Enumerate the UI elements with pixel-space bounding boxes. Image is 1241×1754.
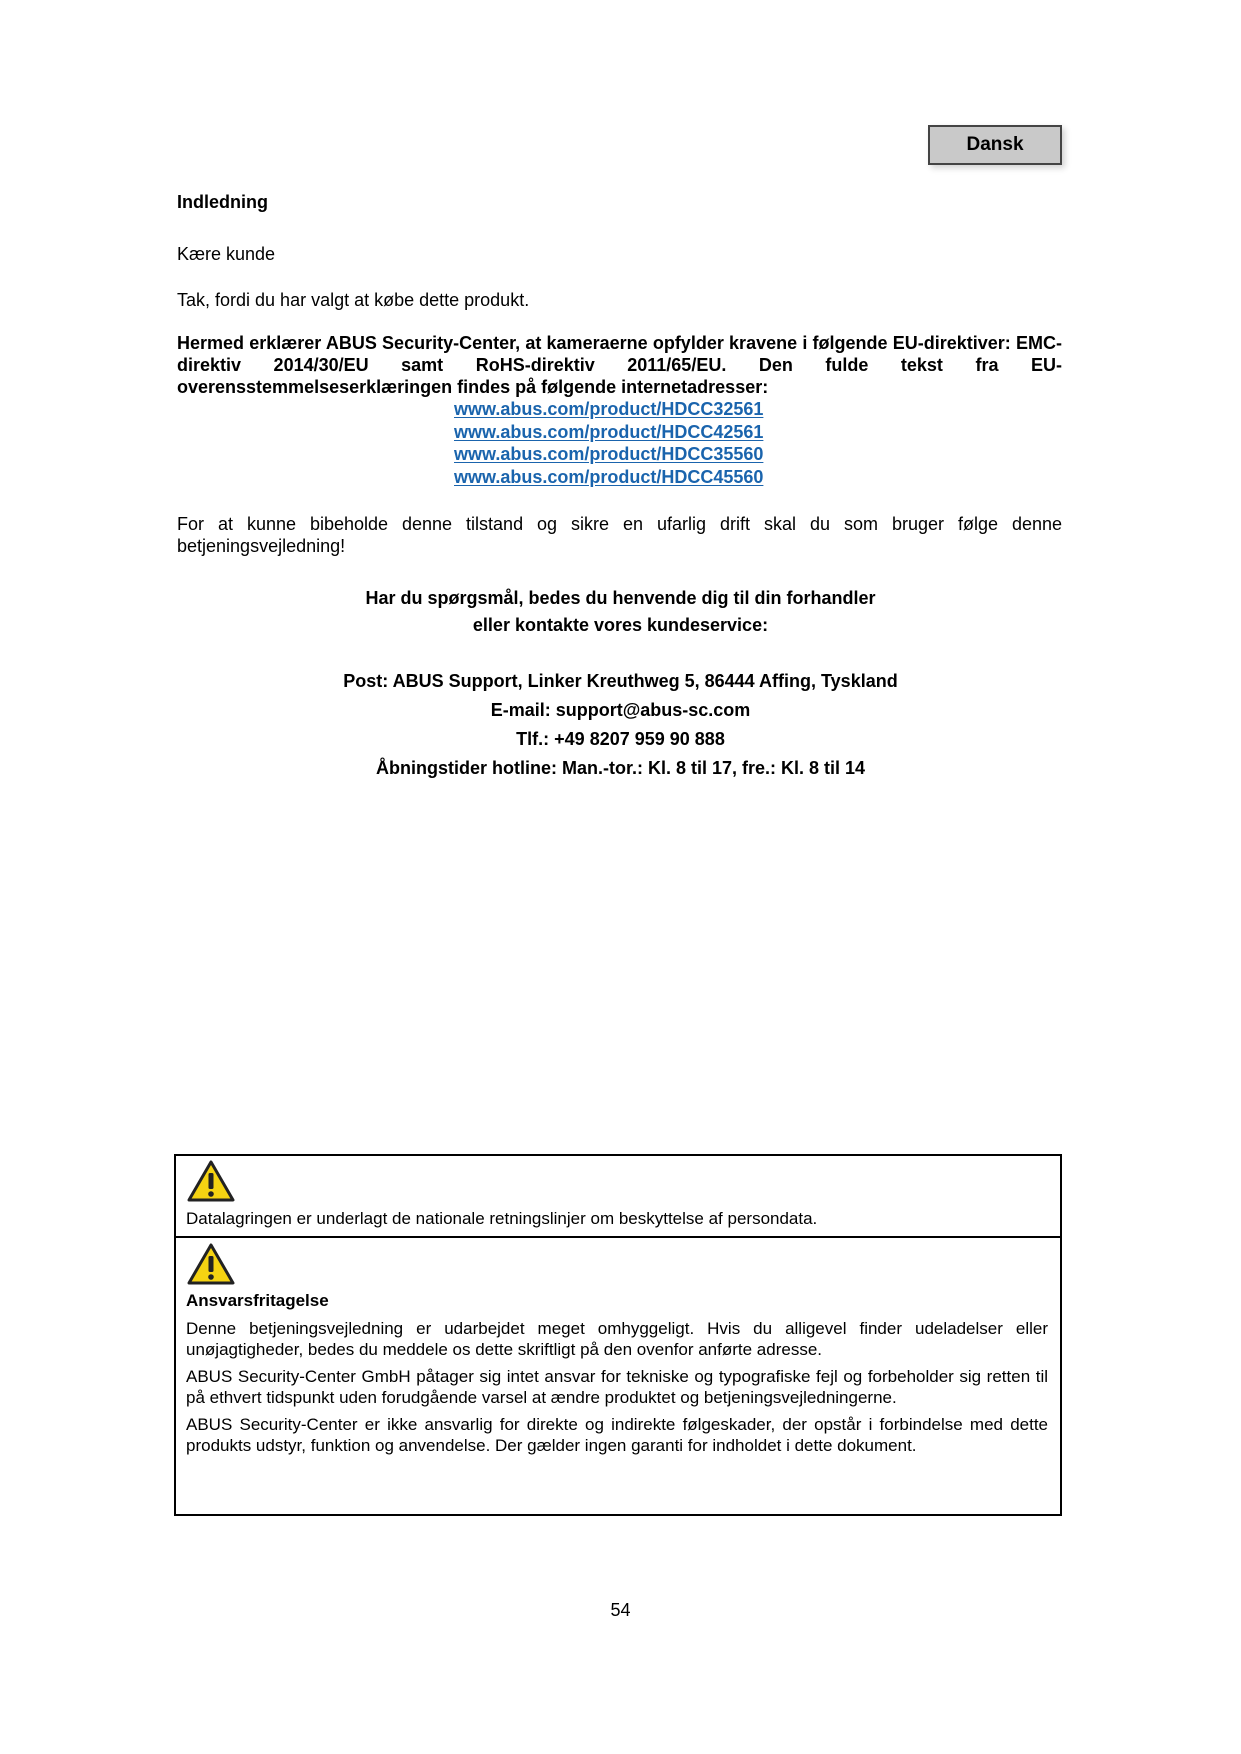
warning-icon	[186, 1159, 236, 1203]
product-link-hdcc35560[interactable]: www.abus.com/product/HDCC35560	[454, 444, 764, 464]
service-question	[0, 585, 1241, 639]
notice-divider	[176, 1236, 1060, 1238]
data-storage-notice: Datalagringen er underlagt de nationale retningslinjer om beskyttelse af persondata.	[186, 1209, 818, 1228]
hotline-hours: Åbningstider hotline: Man.-tor.: Kl. 8 til 17, fre.: Kl. 8 til 14	[375, 758, 866, 778]
phone-number: Tlf.: +49 8207 959 90 888	[516, 729, 725, 749]
email-address: E-mail: support@abus-sc.com	[490, 700, 751, 720]
disclaimer-paragraph: Denne betjeningsvejledning er udarbejdet meget omhyggeligt. Hvis du alligevel finder udeladelser eller unøjagtigheder, bedes du meddele os dette skriftligt på den ovenfor anførte adresse.	[186, 1319, 1048, 1359]
disclaimer-paragraph: ABUS Security-Center GmbH påtager sig intet ansvar for tekniske og typografiske fejl og forbeholder sig retten til på ethvert tidspunkt uden forudgående varsel at ændre produktet og betjeningsvejledningerne.	[186, 1367, 1048, 1407]
product-link-hdcc32561[interactable]: www.abus.com/product/HDCC32561	[454, 399, 764, 419]
thanks-text: Tak, fordi du har valgt at købe dette produkt.	[177, 290, 530, 310]
language-tab: Dansk	[928, 125, 1062, 165]
service-question-line1: Har du spørgsmål, bedes du henvende dig til din forhandler	[365, 588, 876, 608]
service-question-line2: eller kontakte vores kundeservice:	[472, 615, 769, 635]
section-heading: Indledning	[177, 192, 268, 212]
disclaimer-paragraph: ABUS Security-Center er ikke ansvarlig for direkte og indirekte følgeskader, der opstår i forbindelse med dette produkts udstyr, funktion og anvendelse. Der gælder ingen garanti for indholdet i dette dokument.	[186, 1415, 1048, 1455]
contact-block	[0, 667, 1241, 783]
eu-declaration: Hermed erklærer ABUS Security-Center, at kameraerne opfylder kravene i følgende EU-direktiver: EMC-direktiv 2014/30/EU samt RoHS-direktiv 2011/65/EU. Den fulde tekst fra EU-overensstemmelseserklæringen findes på følgende internetadresser:	[177, 333, 1062, 397]
product-link-hdcc45560[interactable]: www.abus.com/product/HDCC45560	[454, 466, 764, 487]
product-link-hdcc42561[interactable]: www.abus.com/product/HDCC42561	[454, 421, 764, 442]
disclaimer-text	[186, 1318, 1048, 1462]
notice-box	[174, 1154, 1062, 1516]
post-address: Post: ABUS Support, Linker Kreuthweg 5, 86444 Affing, Tyskland	[343, 671, 898, 691]
instruction-text: For at kunne bibeholde denne tilstand og sikre en ufarlig drift skal du som bruger følge denne betjeningsvejledning!	[177, 514, 1062, 556]
product-links	[0, 398, 1241, 488]
disclaimer-title: Ansvarsfritagelse	[186, 1291, 329, 1310]
page-number: 54	[610, 1600, 631, 1620]
greeting: Kære kunde	[177, 244, 276, 264]
warning-icon	[186, 1242, 236, 1286]
